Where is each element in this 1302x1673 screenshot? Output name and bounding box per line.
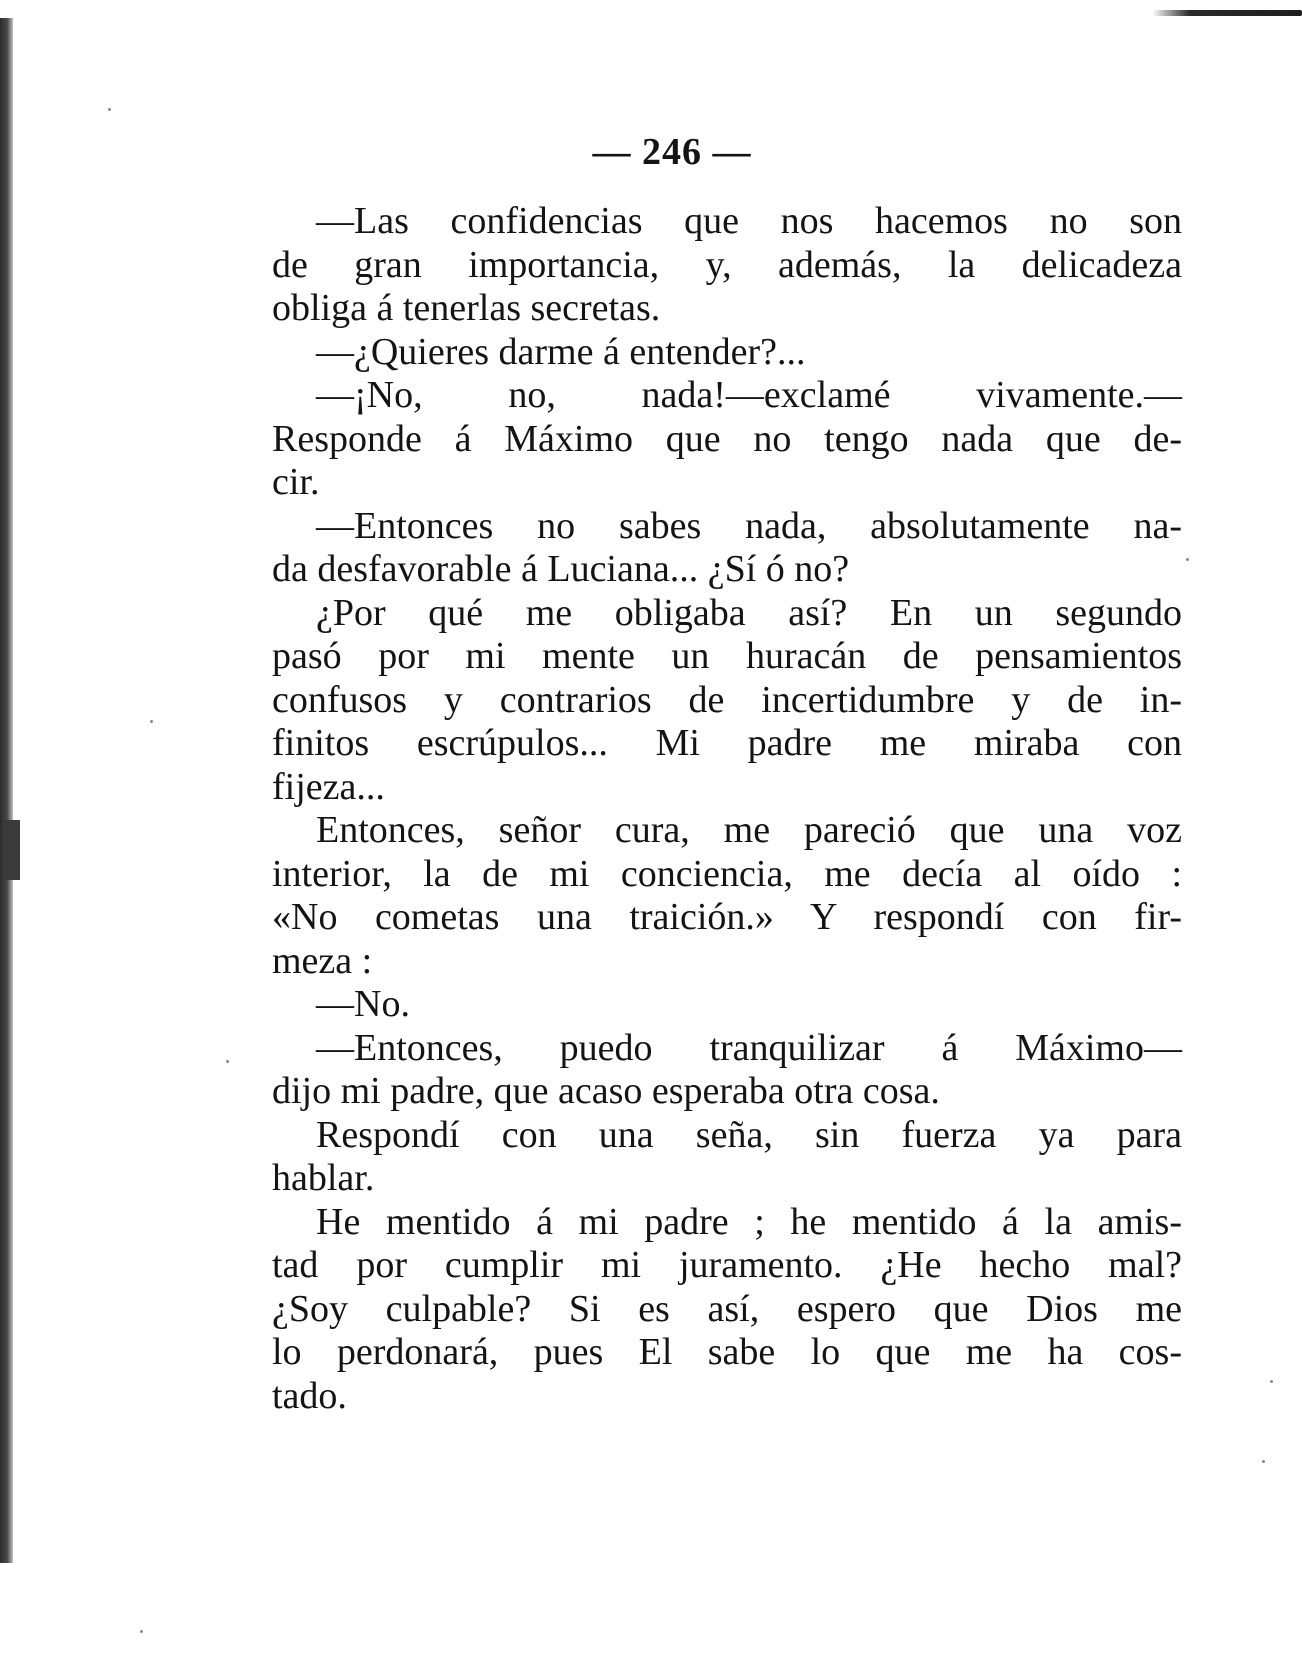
body-text — [272, 200, 1182, 1418]
page-edge-shadow — [0, 18, 13, 1563]
text-line: dijo mi padre, que acaso esperaba otra cosa. — [272, 1070, 940, 1112]
paper-speck — [1262, 1460, 1265, 1463]
text-line: —Las confidencias que nos hacemos no son — [316, 200, 1182, 242]
text-line: —Entonces, puedo tranquilizar á Máximo— — [316, 1026, 1182, 1069]
top-edge-mark — [1152, 10, 1302, 16]
text-line: He mentido á mi padre ; he mentido á la amis- — [316, 1200, 1182, 1243]
text-line: Respondí con una seña, sin fuerza ya para — [316, 1113, 1182, 1156]
text-line: —No. — [316, 983, 410, 1025]
text-line: fijeza... — [272, 765, 385, 808]
paper-speck — [226, 1060, 229, 1063]
text-line: interior, la de mi conciencia, me decía al oído : — [272, 852, 1182, 895]
text-line: —¡No, no, nada!—exclamé vivamente.— — [316, 374, 1182, 416]
text-line: ¿Por qué me obligaba así? En un segundo — [316, 591, 1182, 634]
paper-speck — [108, 108, 111, 111]
text-line: pasó por mi mente un huracán de pensamientos — [272, 635, 1182, 677]
paper-speck — [1270, 1380, 1273, 1383]
text-line: hablar. — [272, 1157, 375, 1199]
paper-speck — [140, 1630, 143, 1633]
text-line: meza : — [272, 939, 373, 982]
text-line: —Entonces no sabes nada, absolutamente na- — [316, 504, 1182, 547]
text-line: finitos escrúpulos... Mi padre me miraba con — [272, 722, 1182, 764]
text-line: ¿Soy culpable? Si es así, espero que Dios me — [272, 1287, 1182, 1330]
text-line: Responde á Máximo que no tengo nada que de- — [272, 417, 1182, 460]
page-edge-mark — [4, 820, 20, 880]
text-line: obliga á tenerlas secretas. — [272, 287, 661, 329]
paper-speck — [1186, 558, 1189, 561]
text-line: confusos y contrarios de incertidumbre y de in- — [272, 678, 1182, 721]
text-line: Entonces, señor cura, me pareció que una voz — [316, 809, 1182, 851]
paper-speck — [150, 720, 153, 723]
text-line: de gran importancia, y, además, la delicadeza — [272, 243, 1182, 286]
text-line: —¿Quieres darme á entender?... — [316, 330, 806, 373]
text-line: da desfavorable á Luciana... ¿Sí ó no? — [272, 548, 850, 590]
text-line: tado. — [272, 1374, 347, 1417]
text-line: lo perdonará, pues El sabe lo que me ha cos- — [272, 1331, 1182, 1373]
page-number: — 246 — — [592, 131, 752, 173]
text-line: «No cometas una traición.» Y respondí con fir- — [272, 896, 1182, 938]
text-line: cir. — [272, 461, 320, 503]
text-line: tad por cumplir mi juramento. ¿He hecho mal? — [272, 1244, 1182, 1286]
